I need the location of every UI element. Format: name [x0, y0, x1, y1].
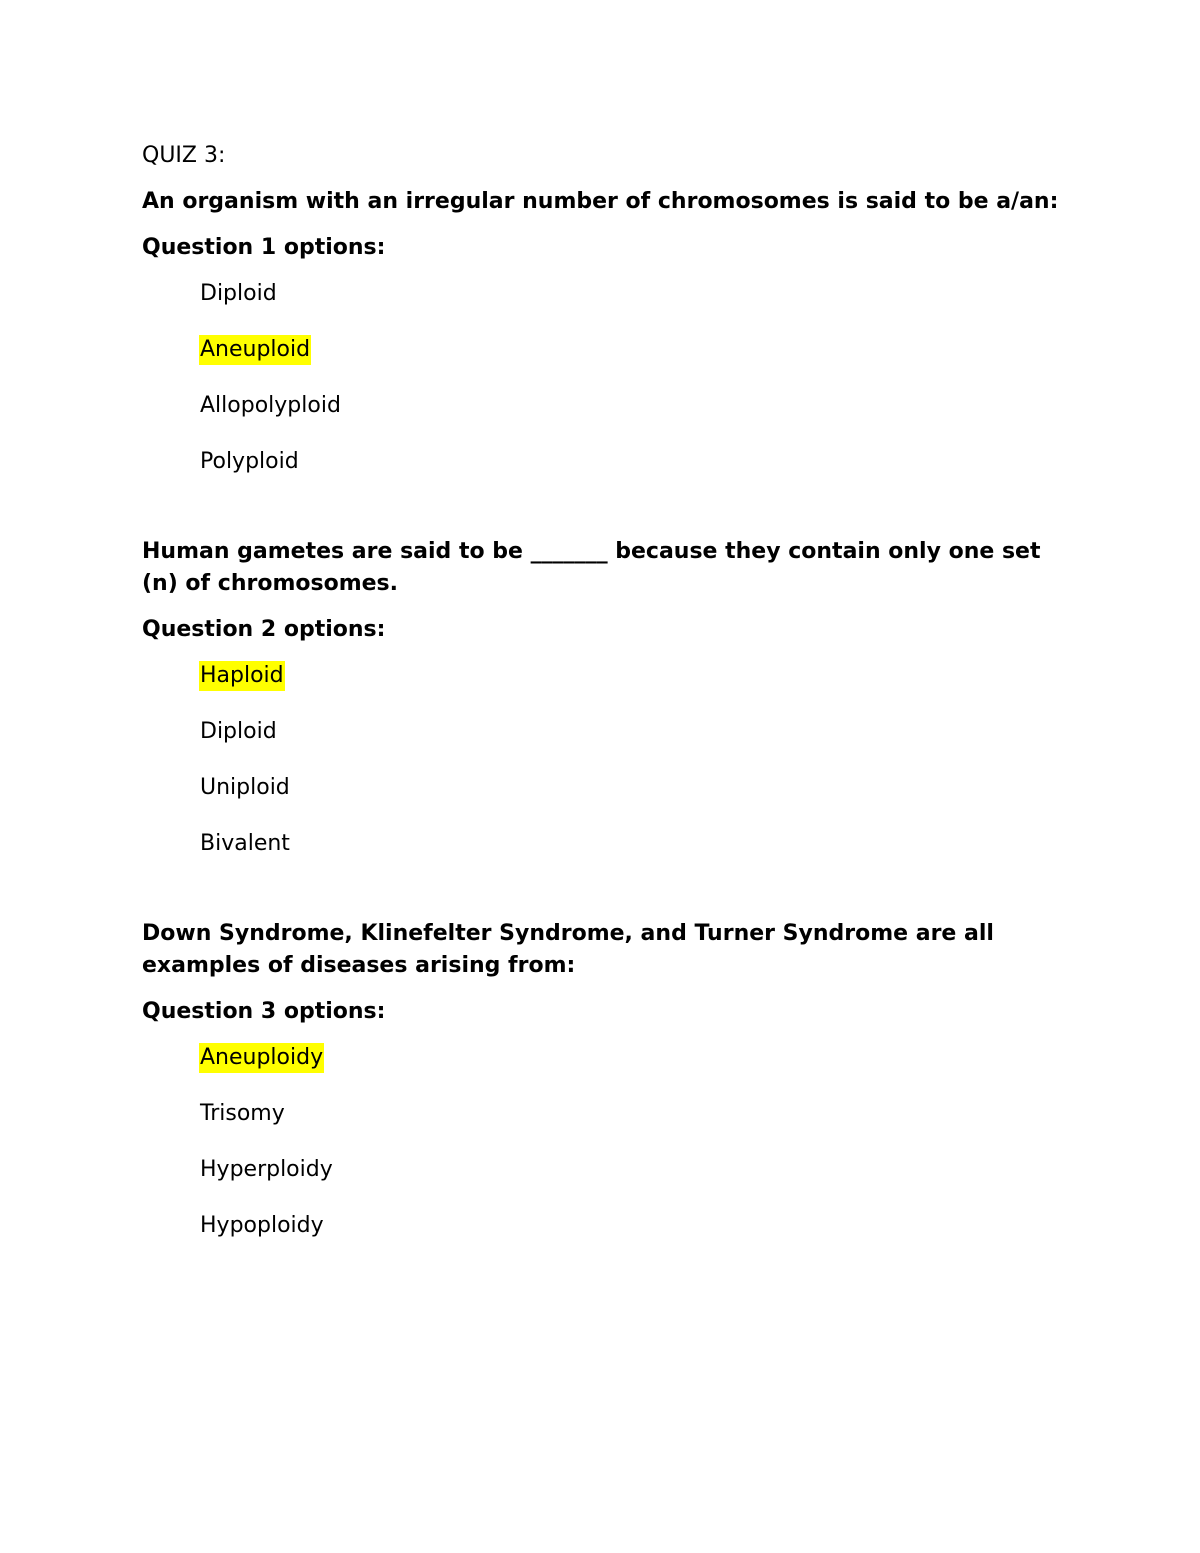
option-item[interactable] — [199, 446, 1072, 478]
option-text: Aneuploid — [199, 335, 311, 365]
option-text: Trisomy — [200, 1101, 285, 1126]
option-text: Uniploid — [200, 775, 290, 800]
option-text: Diploid — [200, 719, 277, 744]
option-text: Diploid — [200, 281, 277, 306]
document-content — [142, 140, 1072, 1242]
option-item[interactable] — [199, 716, 1072, 748]
option-item[interactable] — [199, 1154, 1072, 1186]
options-label-2: Question 2 options: — [142, 617, 386, 642]
option-item[interactable] — [199, 278, 1072, 310]
option-item[interactable] — [199, 660, 1072, 692]
option-text: Aneuploidy — [199, 1043, 324, 1073]
option-text: Hyperploidy — [200, 1157, 333, 1182]
option-text: Bivalent — [200, 831, 290, 856]
option-item[interactable] — [199, 1042, 1072, 1074]
question-prompt-1: An organism with an irregular number of chromosomes is said to be a/an: — [142, 189, 1059, 214]
question-block-3 — [142, 918, 1072, 1242]
option-item[interactable] — [199, 772, 1072, 804]
question-prompt-3: Down Syndrome, Klinefelter Syndrome, and Turner Syndrome are all examples of diseases arising from: — [142, 921, 994, 978]
options-label-1: Question 1 options: — [142, 235, 386, 260]
option-text: Polyploid — [200, 449, 299, 474]
option-text: Haploid — [199, 661, 285, 691]
quiz-title: QUIZ 3: — [142, 143, 226, 168]
option-text: Hypoploidy — [200, 1213, 324, 1238]
options-list-2 — [142, 660, 1072, 860]
option-item[interactable] — [199, 1210, 1072, 1242]
question-prompt-2: Human gametes are said to be _______ because they contain only one set (n) of chromosomes. — [142, 539, 1041, 596]
option-item[interactable] — [199, 1098, 1072, 1130]
option-item[interactable] — [199, 390, 1072, 422]
options-label-3: Question 3 options: — [142, 999, 386, 1024]
options-list-1 — [142, 278, 1072, 478]
option-item[interactable] — [199, 334, 1072, 366]
options-list-3 — [142, 1042, 1072, 1242]
question-block-1 — [142, 186, 1072, 478]
option-text: Allopolyploid — [200, 393, 341, 418]
option-item[interactable] — [199, 828, 1072, 860]
question-block-2 — [142, 536, 1072, 860]
